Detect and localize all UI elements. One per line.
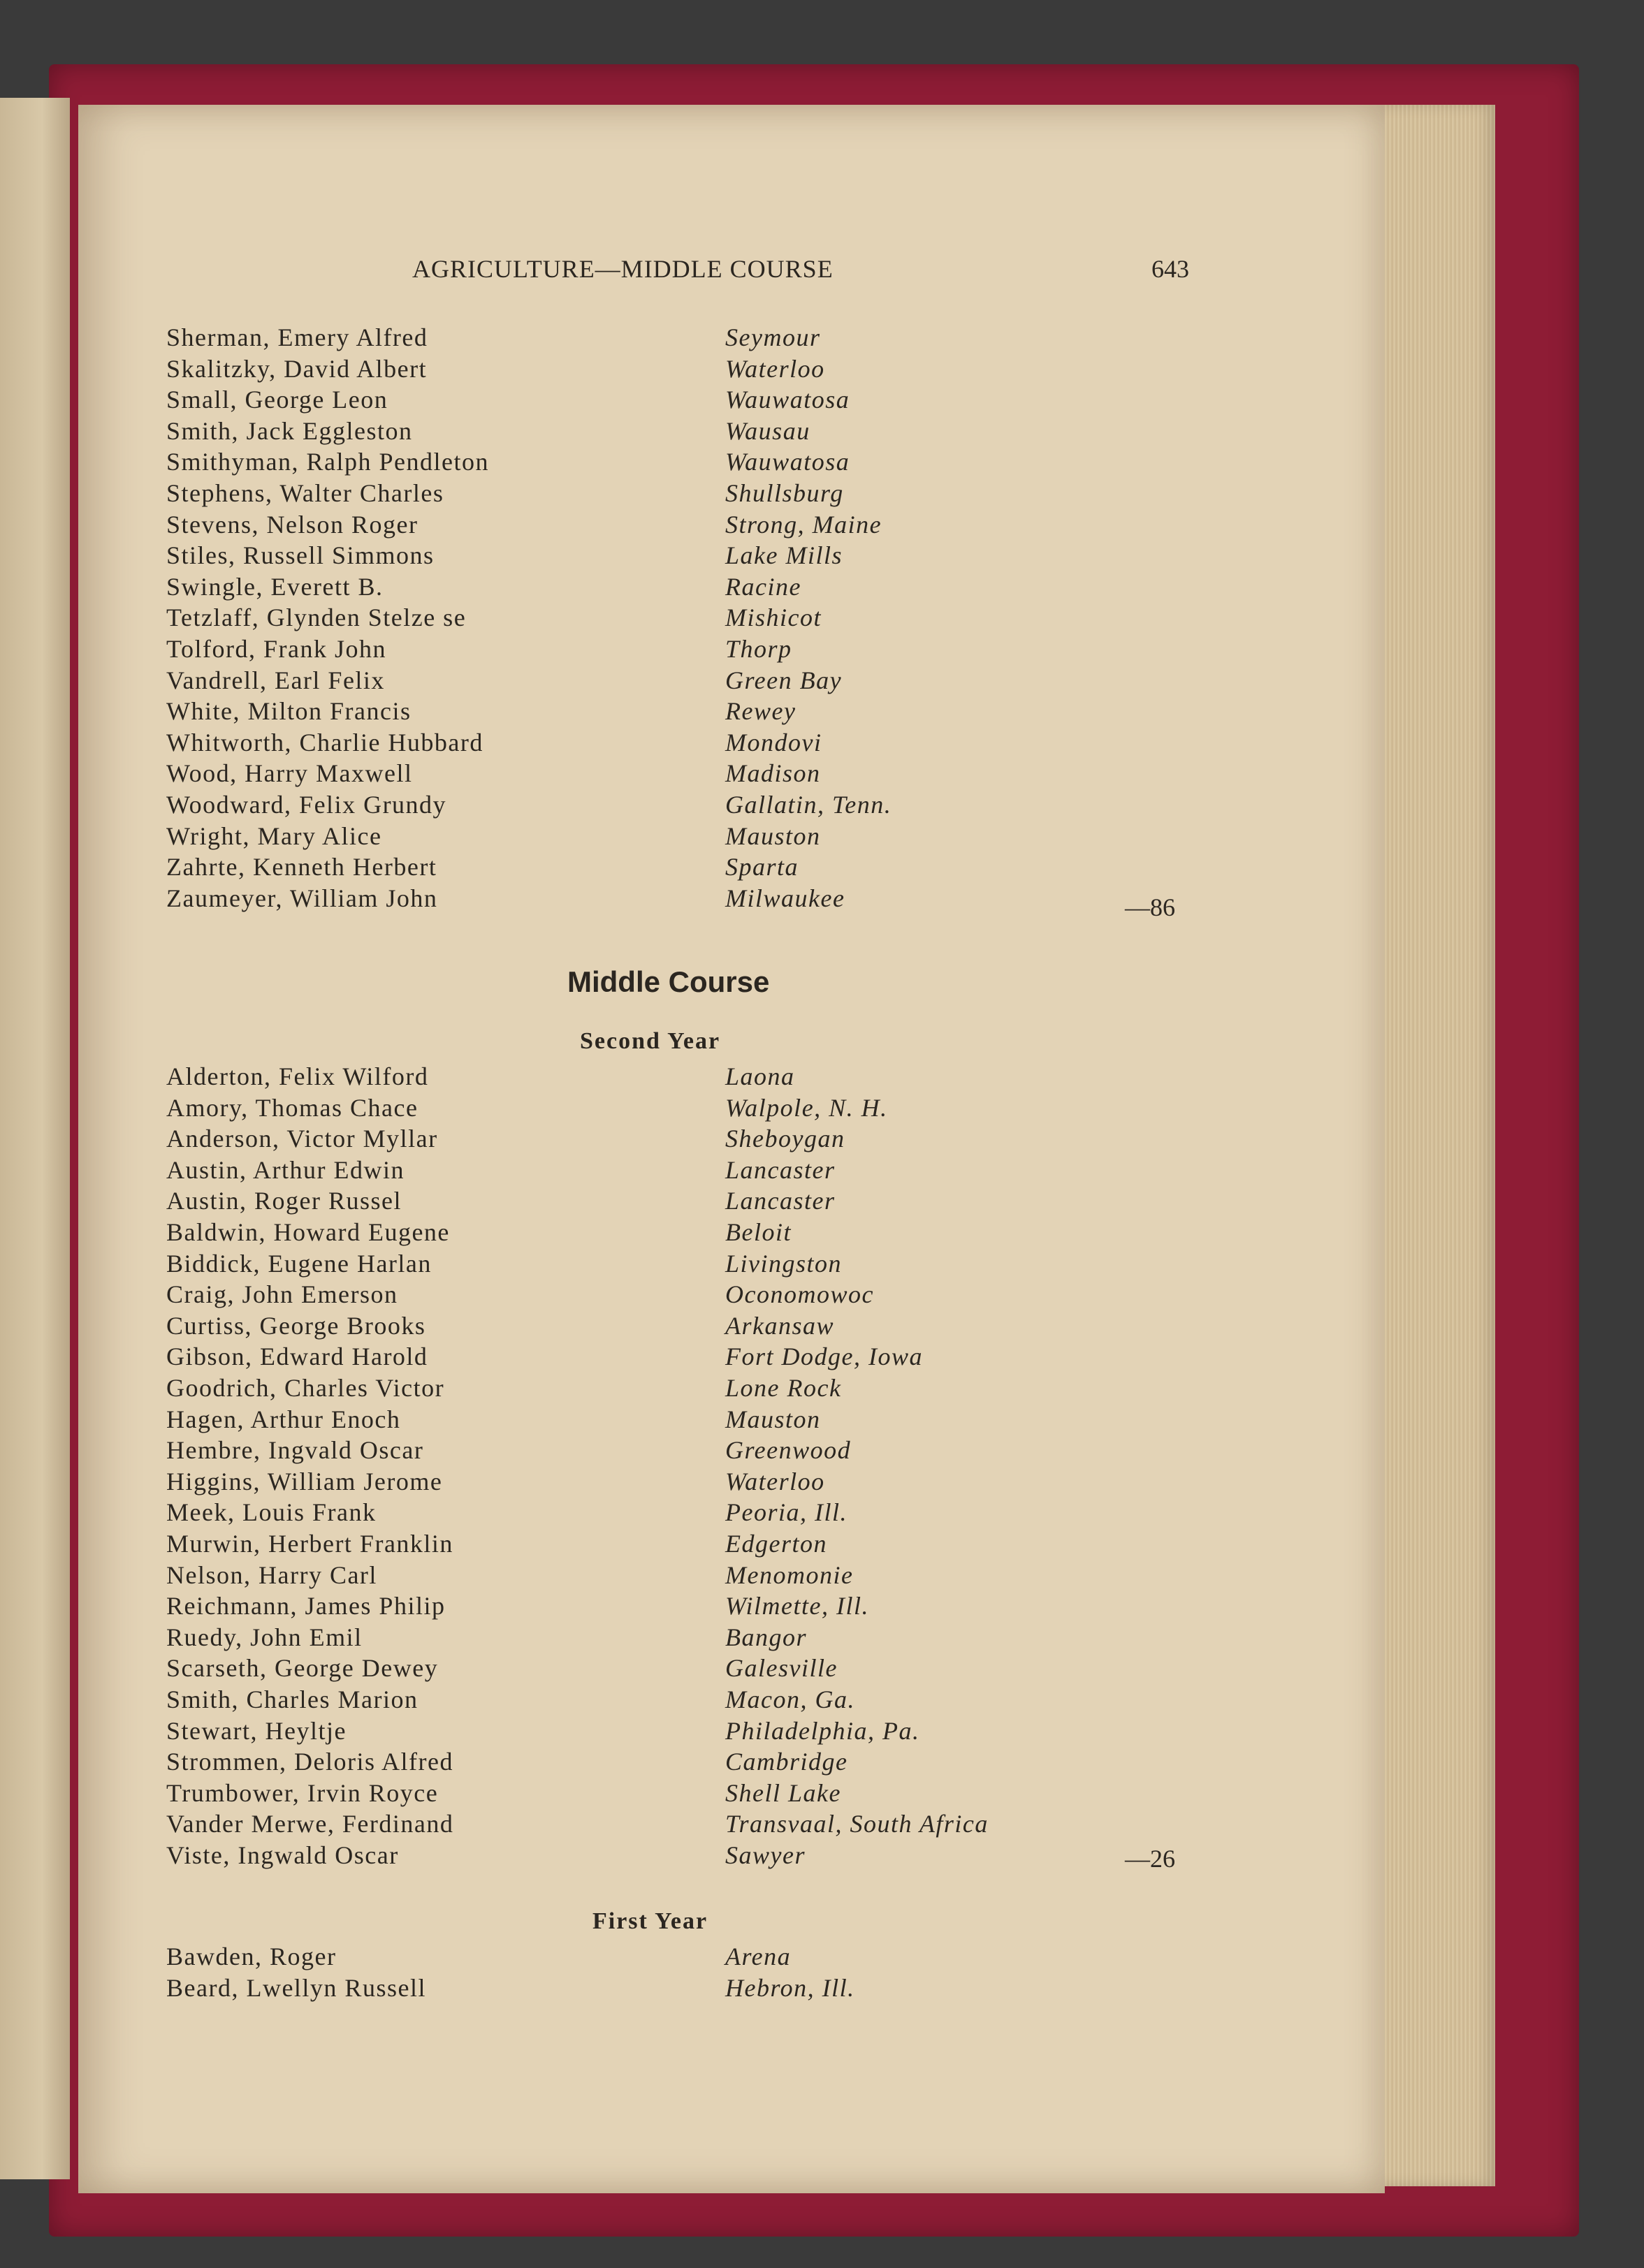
- list-item: [0, 1342, 1644, 1373]
- hometown: Livingston: [725, 1249, 843, 1278]
- student-name: Stewart, Heyltje: [166, 1716, 347, 1745]
- list-item: [0, 1311, 1644, 1342]
- student-name: Smith, Jack Eggleston: [166, 416, 413, 445]
- hometown: Shullsburg: [725, 479, 844, 507]
- hometown: Sparta: [725, 853, 799, 881]
- hometown: Madison: [725, 759, 821, 788]
- student-name: Anderson, Victor Myllar: [166, 1125, 438, 1153]
- hometown: Lancaster: [725, 1155, 836, 1184]
- student-name: Smithyman, Ralph Pendleton: [166, 448, 489, 476]
- list-item: [0, 1778, 1644, 1809]
- student-name: Goodrich, Charles Victor: [166, 1374, 445, 1402]
- student-name: Baldwin, Howard Eugene: [166, 1218, 450, 1246]
- student-name: Swingle, Everett B.: [166, 572, 384, 601]
- hometown: Shell Lake: [725, 1778, 841, 1807]
- hometown: Waterloo: [725, 1467, 825, 1495]
- list-item: [0, 759, 1644, 789]
- list-item: [0, 416, 1644, 447]
- list-item: [0, 1155, 1644, 1186]
- hometown: Mauston: [725, 821, 821, 850]
- student-name: Zahrte, Kenneth Herbert: [166, 853, 437, 881]
- student-name: Stiles, Russell Simmons: [166, 541, 435, 570]
- section-title: Middle Course: [567, 965, 770, 998]
- hometown: Laona: [725, 1062, 795, 1090]
- student-name: Hagen, Arthur Enoch: [166, 1405, 401, 1433]
- list-item: [0, 385, 1644, 416]
- hometown: Thorp: [725, 635, 792, 663]
- hometown: Mishicot: [725, 603, 822, 632]
- hometown: Sawyer: [725, 1841, 806, 1869]
- list-item: [0, 1280, 1644, 1310]
- student-name: Zaumeyer, William John: [166, 884, 438, 912]
- hometown: Oconomowoc: [725, 1280, 874, 1309]
- student-name: Small, George Leon: [166, 386, 388, 414]
- student-name: Craig, John Emerson: [166, 1280, 398, 1309]
- student-name: Vander Merwe, Ferdinand: [166, 1810, 454, 1838]
- student-name: Wood, Harry Maxwell: [166, 759, 413, 788]
- student-name: Alderton, Felix Wilford: [166, 1062, 429, 1090]
- hometown: Beloit: [725, 1218, 792, 1246]
- page-number: 643: [1151, 255, 1189, 283]
- list-item: [0, 821, 1644, 852]
- list-item: [0, 1217, 1644, 1248]
- student-name: Austin, Roger Russel: [166, 1187, 402, 1215]
- student-name: Stephens, Walter Charles: [166, 479, 444, 507]
- list-item: [0, 1809, 1644, 1840]
- list-item: [0, 1467, 1644, 1498]
- student-name: Trumbower, Irvin Royce: [166, 1778, 439, 1807]
- hometown: Cambridge: [725, 1748, 848, 1776]
- student-name: Biddick, Eugene Harlan: [166, 1249, 432, 1278]
- hometown: Fort Dodge, Iowa: [725, 1342, 923, 1371]
- hometown: Milwaukee: [725, 884, 845, 912]
- list-item: [0, 790, 1644, 821]
- second-year-total: —26: [1125, 1845, 1175, 1873]
- student-name: Viste, Ingwald Oscar: [166, 1841, 399, 1869]
- hometown: Racine: [725, 572, 801, 601]
- list-item: [0, 354, 1644, 385]
- hometown: Mauston: [725, 1405, 821, 1433]
- list-item: [0, 1405, 1644, 1435]
- student-name: Curtiss, George Brooks: [166, 1311, 426, 1340]
- running-header: AGRICULTURE—MIDDLE COURSE: [412, 255, 834, 283]
- hometown: Edgerton: [725, 1530, 827, 1558]
- list-item: [0, 666, 1644, 696]
- hometown: Philadelphia, Pa.: [725, 1716, 920, 1745]
- hometown: Rewey: [725, 697, 796, 726]
- list-item: [0, 478, 1644, 509]
- hometown: Waterloo: [725, 354, 825, 383]
- student-name: Murwin, Herbert Franklin: [166, 1530, 453, 1558]
- list-item: [0, 1062, 1644, 1092]
- list-item: [0, 1716, 1644, 1747]
- hometown: Macon, Ga.: [725, 1685, 855, 1713]
- list-item: [0, 852, 1644, 883]
- list-item: [0, 323, 1644, 353]
- student-name: Scarseth, George Dewey: [166, 1654, 439, 1683]
- hometown: Wauwatosa: [725, 448, 850, 476]
- hometown: Walpole, N. H.: [725, 1093, 888, 1122]
- hometown: Transvaal, South Africa: [725, 1810, 989, 1838]
- student-name: Hembre, Ingvald Oscar: [166, 1436, 424, 1465]
- student-name: Woodward, Felix Grundy: [166, 791, 447, 819]
- hometown: Galesville: [725, 1654, 838, 1683]
- hometown: Green Bay: [725, 666, 843, 694]
- list-item: [0, 572, 1644, 603]
- list-item: [0, 510, 1644, 541]
- student-name: Stevens, Nelson Roger: [166, 510, 419, 539]
- hometown: Sheboygan: [725, 1125, 845, 1153]
- student-name: Strommen, Deloris Alfred: [166, 1748, 453, 1776]
- list-item: [0, 1186, 1644, 1217]
- student-name: Tetzlaff, Glynden Stelze se: [166, 603, 467, 632]
- list-item: [0, 1249, 1644, 1280]
- second-year-heading: Second Year: [580, 1028, 721, 1054]
- first-year-heading: First Year: [592, 1908, 708, 1934]
- list-item: [0, 634, 1644, 665]
- list-item: [0, 603, 1644, 634]
- list-item: [0, 1747, 1644, 1778]
- student-name: Vandrell, Earl Felix: [166, 666, 385, 694]
- hometown: Wilmette, Ill.: [725, 1592, 869, 1620]
- student-name: Meek, Louis Frank: [166, 1498, 377, 1527]
- hometown: Greenwood: [725, 1436, 852, 1465]
- hometown: Wauwatosa: [725, 386, 850, 414]
- student-name: Tolford, Frank John: [166, 635, 386, 663]
- student-name: Bawden, Roger: [166, 1943, 337, 1970]
- hometown: Arkansaw: [725, 1311, 834, 1340]
- student-name: Higgins, William Jerome: [166, 1467, 443, 1495]
- student-name: Wright, Mary Alice: [166, 821, 382, 850]
- student-name: Amory, Thomas Chace: [166, 1093, 419, 1122]
- student-name: Nelson, Harry Carl: [166, 1560, 377, 1589]
- hometown: Lone Rock: [725, 1374, 842, 1402]
- student-name: Skalitzky, David Albert: [166, 354, 428, 383]
- student-name: Austin, Arthur Edwin: [166, 1155, 405, 1184]
- list-item: [0, 1093, 1644, 1124]
- list-item: [0, 1685, 1644, 1715]
- list-item: [0, 447, 1644, 478]
- student-name: Reichmann, James Philip: [166, 1592, 446, 1620]
- hometown: Lancaster: [725, 1187, 836, 1215]
- list-item: [0, 1653, 1644, 1684]
- hometown: Menomonie: [725, 1560, 854, 1589]
- list-item: [0, 541, 1644, 571]
- group-total: —86: [1125, 893, 1175, 921]
- hometown: Hebron, Ill.: [725, 1973, 855, 2002]
- hometown: Peoria, Ill.: [725, 1498, 848, 1527]
- student-name: White, Milton Francis: [166, 697, 412, 726]
- student-name: Sherman, Emery Alfred: [166, 323, 428, 351]
- student-name: Whitworth, Charlie Hubbard: [166, 728, 483, 756]
- list-item: [0, 1841, 1644, 1871]
- list-item: [0, 884, 1644, 914]
- hometown: Mondovi: [725, 728, 822, 756]
- list-item: [0, 1973, 1644, 2004]
- list-item: [0, 1498, 1644, 1528]
- list-item: [0, 1124, 1644, 1155]
- hometown: Strong, Maine: [725, 510, 882, 539]
- hometown: Wausau: [725, 416, 810, 445]
- list-item: [0, 1591, 1644, 1622]
- student-name: Beard, Lwellyn Russell: [166, 1973, 426, 2002]
- list-item: [0, 1435, 1644, 1466]
- list-item: [0, 1942, 1644, 1973]
- list-item: [0, 1560, 1644, 1591]
- hometown: Arena: [725, 1943, 792, 1970]
- list-item: [0, 696, 1644, 727]
- list-item: [0, 1373, 1644, 1404]
- list-item: [0, 1529, 1644, 1560]
- hometown: Lake Mills: [725, 541, 843, 570]
- student-name: Gibson, Edward Harold: [166, 1342, 428, 1371]
- list-item: [0, 728, 1644, 759]
- hometown: Gallatin, Tenn.: [725, 791, 892, 819]
- student-name: Ruedy, John Emil: [166, 1623, 363, 1651]
- hometown: Seymour: [725, 323, 821, 351]
- list-item: [0, 1623, 1644, 1653]
- hometown: Bangor: [725, 1623, 807, 1651]
- student-name: Smith, Charles Marion: [166, 1685, 419, 1713]
